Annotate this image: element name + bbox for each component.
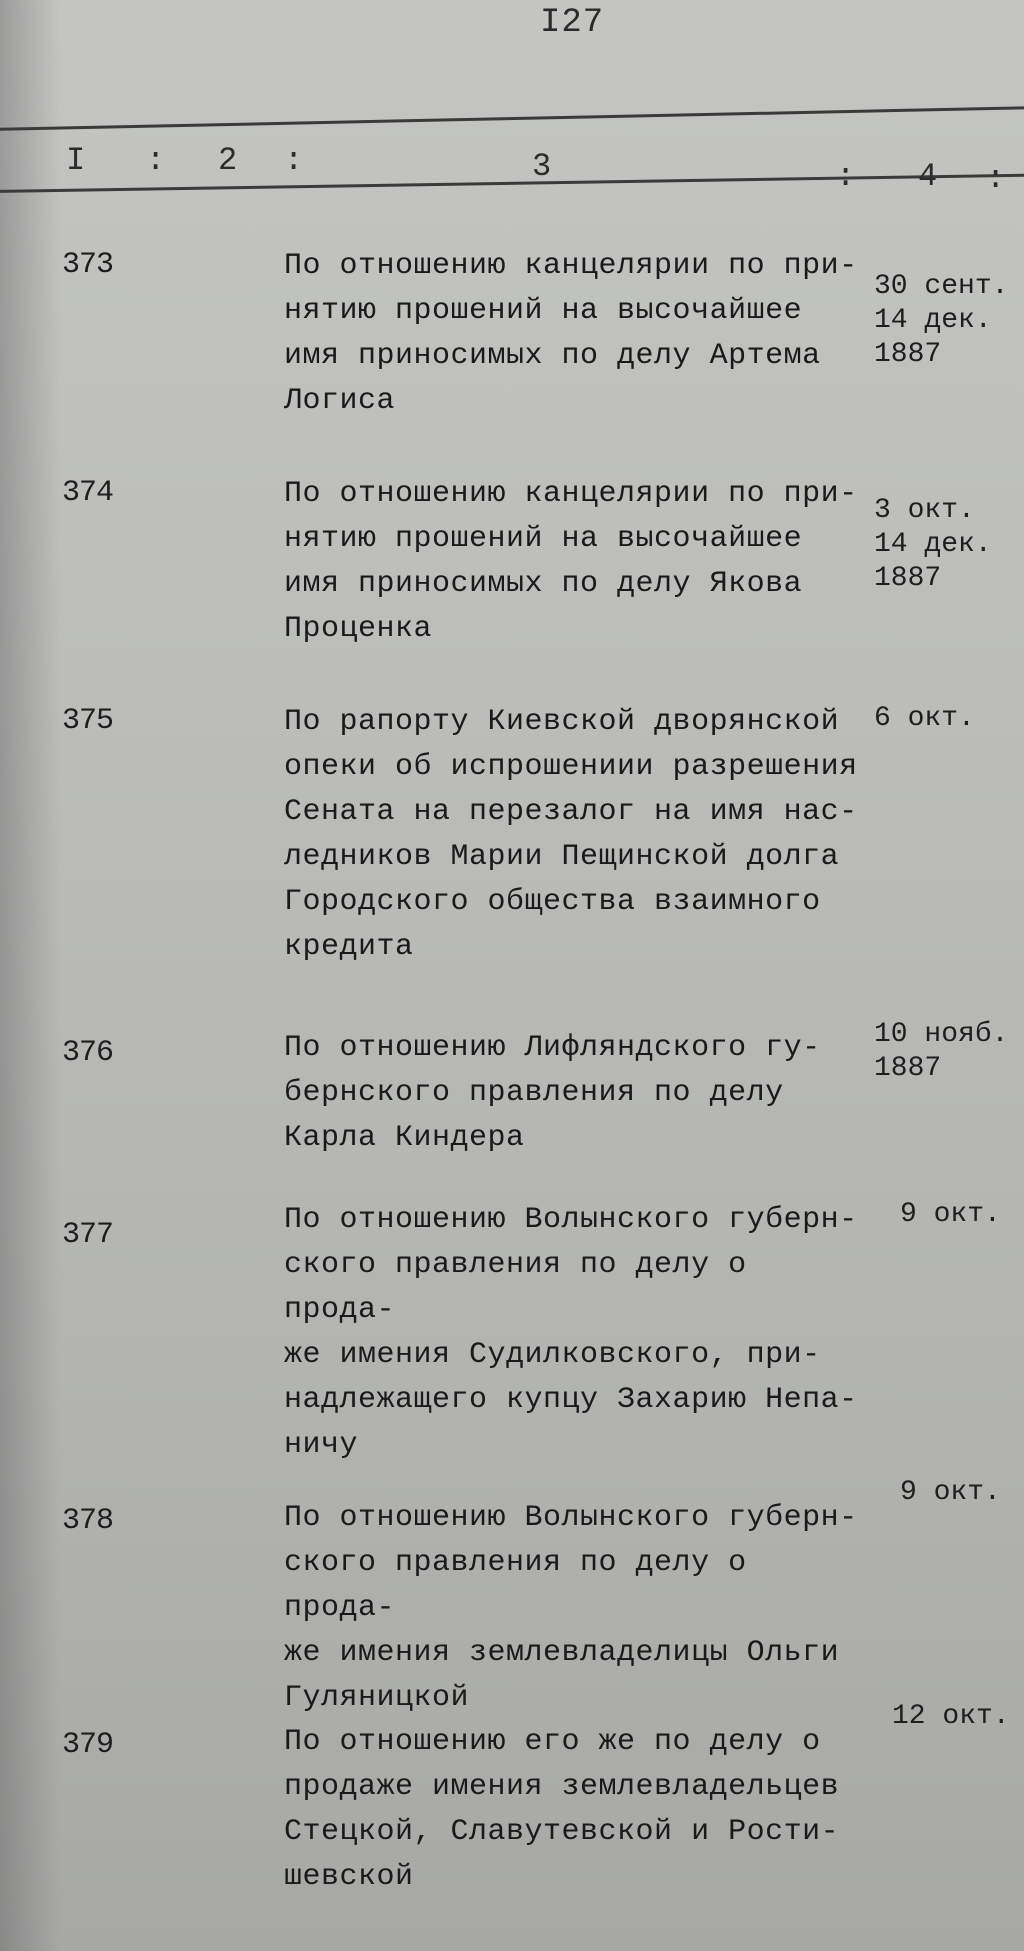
entry-line: Логиса (284, 384, 396, 418)
entry-line: ского правления по делу о прода- (284, 1248, 747, 1327)
entry-line: Карла Киндера (284, 1121, 525, 1155)
column-separator: : (284, 142, 304, 179)
entry-number: 375 (62, 704, 114, 738)
column-header-4: 4 (918, 158, 938, 195)
entry-date: 10 нояб. 1887 (874, 1019, 1009, 1084)
column-header-3: 3 (532, 148, 552, 185)
entry-line: По отношению Лифляндского гу- (284, 1031, 821, 1065)
entry-description (284, 1496, 864, 1721)
entry-number: 377 (62, 1218, 114, 1252)
entry-line: Стецкой, Славутевской и Рости- (284, 1815, 840, 1849)
entry-description (284, 1026, 864, 1161)
entry-description (284, 1720, 864, 1900)
entry-description (284, 700, 864, 970)
column-separator: : (986, 160, 1006, 197)
page-number: I27 (540, 4, 605, 42)
entry-line: ледников Марии Пещинской долга (284, 840, 840, 874)
entry-date: 9 окт. (900, 1199, 1001, 1230)
column-separator: : (146, 142, 166, 179)
entry-date: 6 окт. (874, 703, 975, 734)
entry-number: 379 (62, 1728, 114, 1762)
entry-number: 374 (62, 476, 114, 510)
entry-line: ничу (284, 1428, 359, 1462)
column-header-1: I (66, 142, 86, 179)
entry-line: По отношению Волынского губерн- (284, 1501, 858, 1535)
entry-date: 30 сент. 14 дек. 1887 (874, 271, 1009, 370)
entry-line: бернского правления по делу (284, 1076, 784, 1110)
entry-line: продаже имения землевладельцев (284, 1770, 840, 1804)
entry-line: По отношению канцелярии по при- (284, 477, 858, 511)
entry-date: 3 окт. 14 дек. 1887 (874, 495, 992, 594)
entry-number: 376 (62, 1036, 114, 1070)
entry-line: Проценка (284, 612, 433, 646)
entry-line: По рапорту Киевской дворянской (284, 705, 840, 739)
entry-date: 9 окт. (900, 1477, 1001, 1508)
entry-description (284, 472, 864, 652)
entry-line: Сената на перезалог на имя нас- (284, 795, 858, 829)
entry-line: По отношению его же по делу о (284, 1725, 821, 1759)
entry-date: 12 окт. (892, 1701, 1010, 1732)
entry-number: 373 (62, 248, 114, 282)
entry-line: нятию прошений на высочайшее (284, 522, 803, 556)
entry-line: имя приносимых по делу Артема (284, 339, 821, 373)
entry-number: 378 (62, 1504, 114, 1538)
column-header-2: 2 (218, 142, 238, 179)
entry-line: нятию прошений на высочайшее (284, 294, 803, 328)
entry-line: Гуляницкой (284, 1681, 470, 1715)
entry-line: шевской (284, 1860, 414, 1894)
entry-line: ского правления по делу о прода- (284, 1546, 747, 1625)
entry-description (284, 244, 864, 424)
entry-line: Городского общества взаимного (284, 885, 821, 919)
entry-line: надлежащего купцу Захарию Непа- (284, 1383, 858, 1417)
entry-line: имя приносимых по делу Якова (284, 567, 803, 601)
entry-line: опеки об испрошениии разрешения (284, 750, 858, 784)
entry-line: По отношению канцелярии по при- (284, 249, 858, 283)
column-separator: : (836, 158, 856, 195)
entry-line: же имения землевладелицы Ольги (284, 1636, 840, 1670)
entry-line: кредита (284, 930, 414, 964)
entry-line: По отношению Волынского губерн- (284, 1203, 858, 1237)
entry-description (284, 1198, 864, 1468)
entry-line: же имения Судилковского, при- (284, 1338, 821, 1372)
